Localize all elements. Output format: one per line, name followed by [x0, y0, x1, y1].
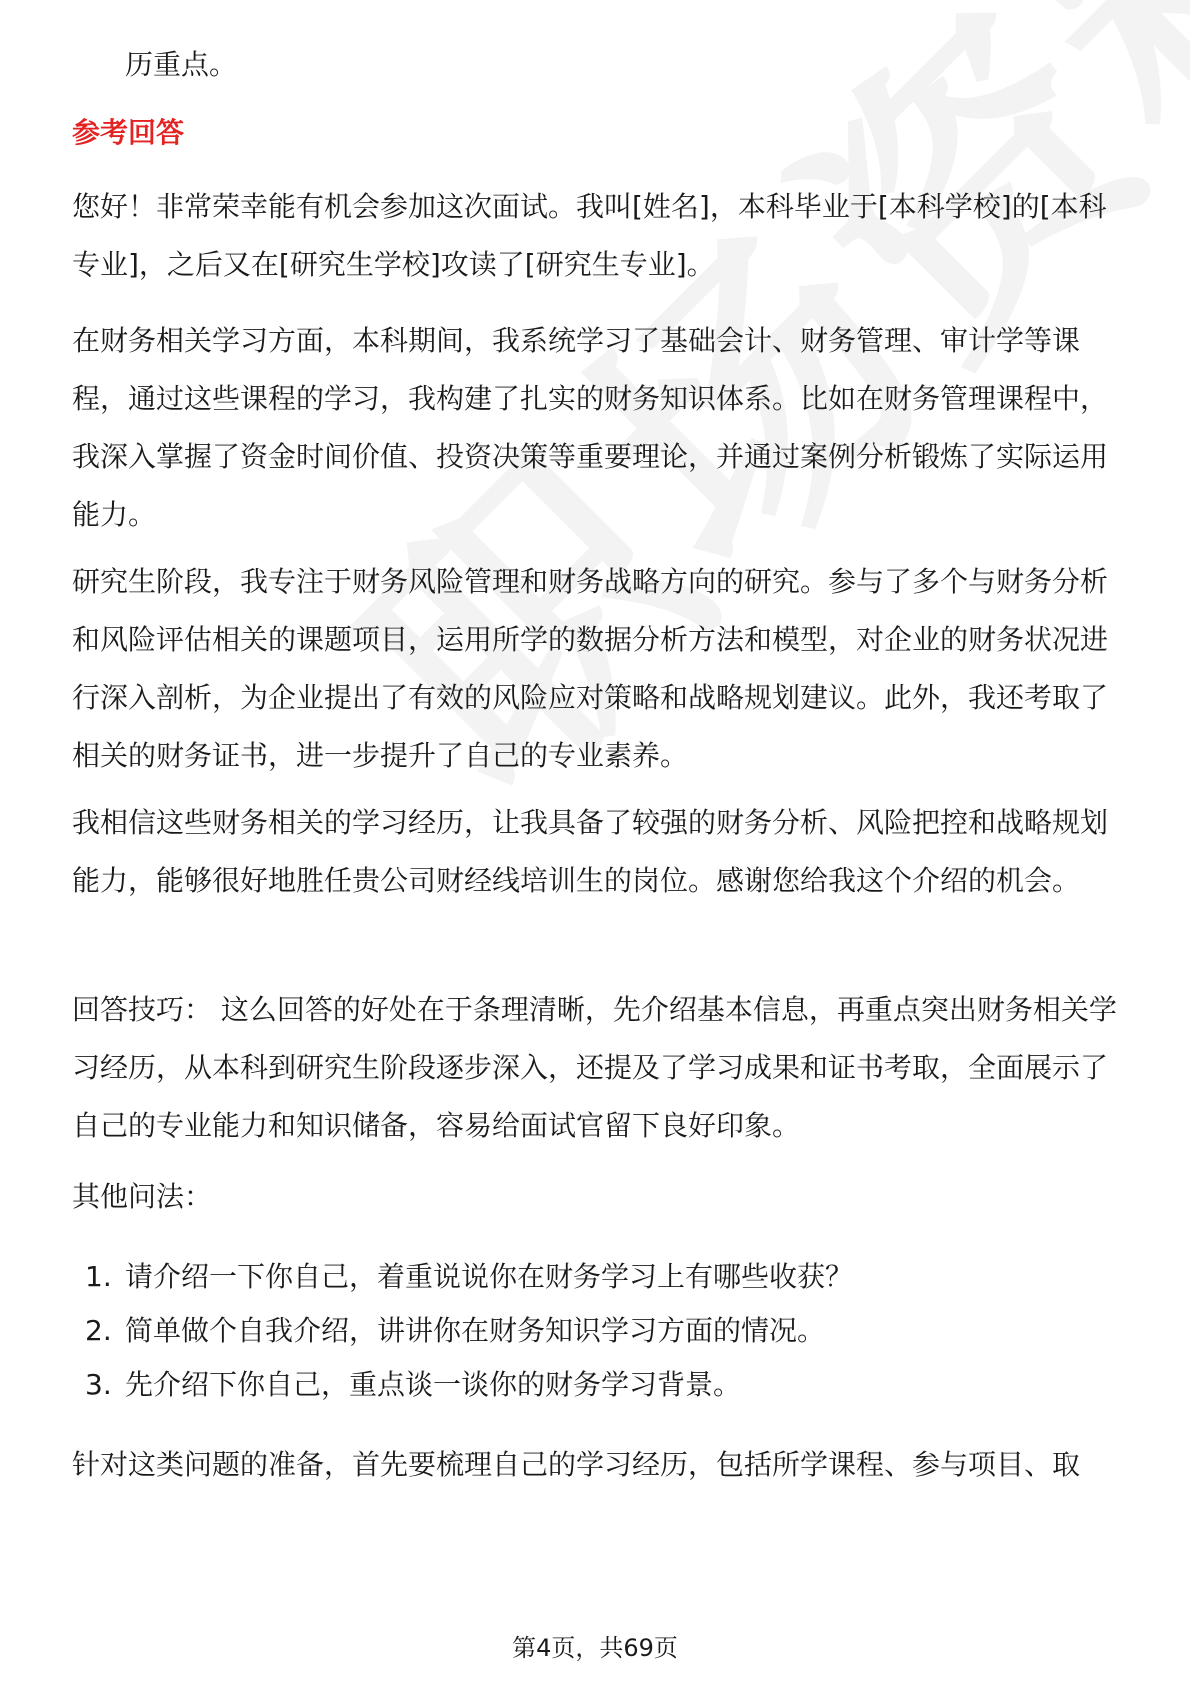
paragraph-other-questions: 其他问法： — [72, 1180, 213, 1213]
continuation-text: 历重点。 — [125, 48, 238, 81]
section-heading: 参考回答 — [72, 116, 185, 149]
list-item-text: 请介绍一下你自己，着重说说你在财务学习上有哪些收获？ — [125, 1260, 854, 1293]
list-item — [85, 1302, 1115, 1360]
list-item-text: 先介绍下你自己，重点谈一谈你的财务学习背景。 — [125, 1368, 742, 1401]
paragraph-intro: 您好！非常荣幸能有机会参加这次面试。我叫[姓名]，本科毕业于[本科学校]的[本科专业]，之后又在[研究生学校]攻读了[研究生专业]。 — [72, 190, 1107, 281]
list-item — [85, 1356, 1115, 1414]
list-item-number: 1. — [85, 1260, 112, 1293]
paragraph-conclusion: 我相信这些财务相关的学习经历，让我具备了较强的财务分析、风险把控和战略规划能力，能够很好地胜任贵公司财经线培训生的岗位。感谢您给我这个介绍的机会。 — [72, 806, 1109, 897]
page-number: 第4页，共69页 — [512, 1634, 678, 1662]
list-item-text: 简单做个自我介绍，讲讲你在财务知识学习方面的情况。 — [125, 1314, 826, 1347]
paragraph-tips: 回答技巧： 这么回答的好处在于条理清晰，先介绍基本信息，再重点突出财务相关学习经历，从本科到研究生阶段逐步深入，还提及了学习成果和证书考取，全面展示了自己的专业能力和知识储备，容易给面试官留下良好印象。 — [72, 993, 1117, 1142]
list-item-number: 2. — [85, 1314, 112, 1347]
list-item-number: 3. — [85, 1368, 112, 1401]
paragraph-closing: 针对这类问题的准备，首先要梳理自己的学习经历，包括所学课程、参与项目、取 — [72, 1448, 1081, 1481]
list-item — [85, 1248, 1115, 1306]
paragraph-undergrad: 在财务相关学习方面，本科期间，我系统学习了基础会计、财务管理、审计学等课程，通过这些课程的学习，我构建了扎实的财务知识体系。比如在财务管理课程中，我深入掌握了资金时间价值、投资决策等重要理论，并通过案例分析锻炼了实际运用能力。 — [72, 324, 1109, 531]
paragraph-graduate: 研究生阶段，我专注于财务风险管理和财务战略方向的研究。参与了多个与财务分析和风险评估相关的课题项目，运用所学的数据分析方法和模型，对企业的财务状况进行深入剖析，为企业提出了有效的风险应对策略和战略规划建议。此外，我还考取了相关的财务证书，进一步提升了自己的专业素养。 — [72, 565, 1109, 772]
